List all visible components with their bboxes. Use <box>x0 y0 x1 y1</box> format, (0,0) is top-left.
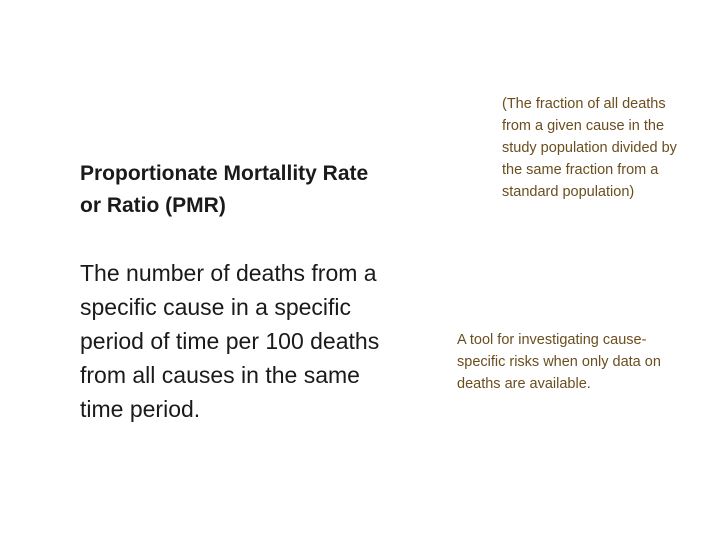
pmr-formula-note: (The fraction of all deaths from a given cause in the study population divided by the same fraction from a standard population) <box>502 96 677 200</box>
pmr-usage-note: A tool for investigating cause-specific risks when only data on deaths are available. <box>457 332 661 392</box>
definition-text: The number of deaths from a specific cause in a specific period of time per 100 deaths from all causes in the same time period. <box>80 260 380 422</box>
slide-title: Proportionate Mortallity Rate or Ratio (PMR) <box>80 162 369 217</box>
